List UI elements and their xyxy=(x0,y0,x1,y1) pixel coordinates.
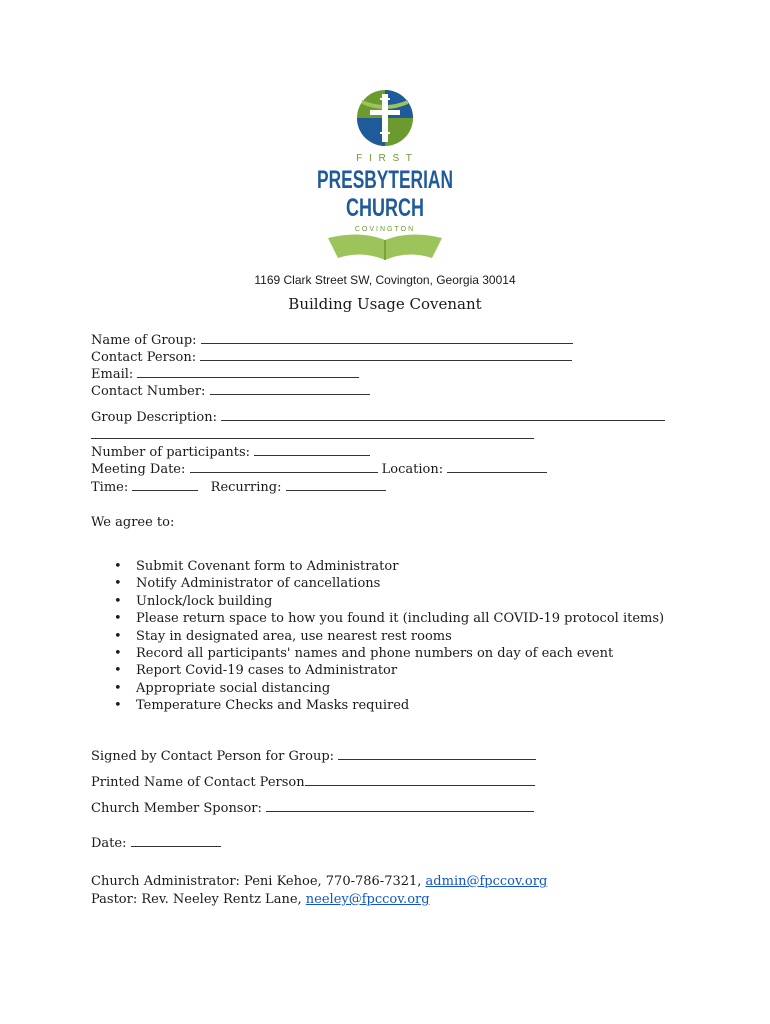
participants-label: Number of participants: xyxy=(91,445,251,460)
group-name-field xyxy=(91,332,573,349)
agreement-item: • Temperature Checks and Masks required xyxy=(114,698,410,714)
agreement-item: • Please return space to how you found it (including all COVID-19 protocol items) xyxy=(114,611,665,627)
agreement-item: • Record all participants' names and phone numbers on day of each event xyxy=(114,646,614,662)
agreement-item: • Report Covid-19 cases to Administrator xyxy=(114,663,398,679)
printed-name-field xyxy=(91,774,535,791)
administrator-contact xyxy=(91,873,547,890)
logo-word-first: F I R S T xyxy=(356,153,414,164)
administrator-email-link[interactable]: admin@fpccov.org xyxy=(425,874,548,889)
sponsor-label: Church Member Sponsor: xyxy=(91,801,262,816)
church-logo xyxy=(300,88,470,270)
meeting-date-row xyxy=(91,461,547,478)
group-name-label: Name of Group: xyxy=(91,333,197,348)
administrator-text: Church Administrator: Peni Kehoe, 770-786-7321, xyxy=(91,874,426,889)
pastor-contact xyxy=(91,891,430,908)
signed-by-field xyxy=(91,748,536,765)
logo-word-location: COVINGTON xyxy=(354,226,416,233)
bullet-icon: • xyxy=(114,680,122,696)
bullet-icon: • xyxy=(114,611,122,627)
contact-person-blank[interactable] xyxy=(200,349,572,361)
agreement-item: • Notify Administrator of cancellations xyxy=(114,576,381,592)
time-row xyxy=(91,479,386,496)
printed-name-label: Printed Name of Contact Person xyxy=(91,775,305,790)
participants-field xyxy=(91,444,370,461)
contact-person-label: Contact Person: xyxy=(91,350,197,365)
agreement-item: • Unlock/lock building xyxy=(114,593,273,609)
agreement-list xyxy=(91,558,664,715)
time-label: Time: xyxy=(91,480,129,495)
location-label: Location: xyxy=(381,462,444,477)
document-title: Building Usage Covenant xyxy=(288,295,482,313)
logo-word-presbyterian: PRESBYTERIAN xyxy=(317,166,453,194)
bullet-icon: • xyxy=(114,698,122,714)
logo-word-church: CHURCH xyxy=(346,194,424,222)
pastor-email-link[interactable]: neeley@fpccov.org xyxy=(305,892,430,907)
pastor-text: Pastor: Rev. Neeley Rentz Lane, xyxy=(91,892,306,907)
date-blank[interactable] xyxy=(131,835,221,847)
group-description-field xyxy=(91,409,665,426)
contact-number-blank[interactable] xyxy=(210,383,370,395)
church-address: 1169 Clark Street SW, Covington, Georgia 30014 xyxy=(254,273,516,287)
location-blank[interactable] xyxy=(447,461,547,473)
signed-by-blank[interactable] xyxy=(338,748,536,760)
bullet-icon: • xyxy=(114,646,122,662)
contact-number-field xyxy=(91,383,370,400)
contact-number-label: Contact Number: xyxy=(91,384,206,399)
agreement-intro: We agree to: xyxy=(91,515,175,530)
agreement-item: • Submit Covenant form to Administrator xyxy=(114,559,399,574)
email-blank[interactable] xyxy=(137,366,359,378)
printed-name-blank[interactable] xyxy=(305,774,535,786)
contact-person-field xyxy=(91,349,572,366)
group-description-continued xyxy=(91,427,534,444)
sponsor-field xyxy=(91,800,534,817)
time-blank[interactable] xyxy=(132,479,198,491)
bullet-icon: • xyxy=(114,576,122,592)
group-description-label: Group Description: xyxy=(91,410,217,425)
recurring-blank[interactable] xyxy=(286,479,386,491)
bullet-icon: • xyxy=(114,559,122,574)
date-label: Date: xyxy=(91,836,127,851)
email-label: Email: xyxy=(91,367,134,382)
bullet-icon: • xyxy=(114,663,122,679)
group-name-blank[interactable] xyxy=(201,332,573,344)
signed-by-label: Signed by Contact Person for Group: xyxy=(91,749,335,764)
date-field xyxy=(91,835,221,852)
meeting-date-blank[interactable] xyxy=(190,461,378,473)
agreement-item: • Appropriate social distancing xyxy=(114,680,331,696)
church-emblem-icon xyxy=(300,88,470,270)
recurring-label: Recurring: xyxy=(210,480,282,495)
email-field xyxy=(91,366,359,383)
group-description-blank[interactable] xyxy=(221,409,665,421)
agreement-item: • Stay in designated area, use nearest rest rooms xyxy=(114,628,452,644)
bullet-icon: • xyxy=(114,593,122,609)
participants-blank[interactable] xyxy=(254,444,370,456)
group-description-blank-2[interactable] xyxy=(91,427,534,439)
meeting-date-label: Meeting Date: xyxy=(91,462,186,477)
bullet-icon: • xyxy=(114,628,122,644)
sponsor-blank[interactable] xyxy=(266,800,534,812)
